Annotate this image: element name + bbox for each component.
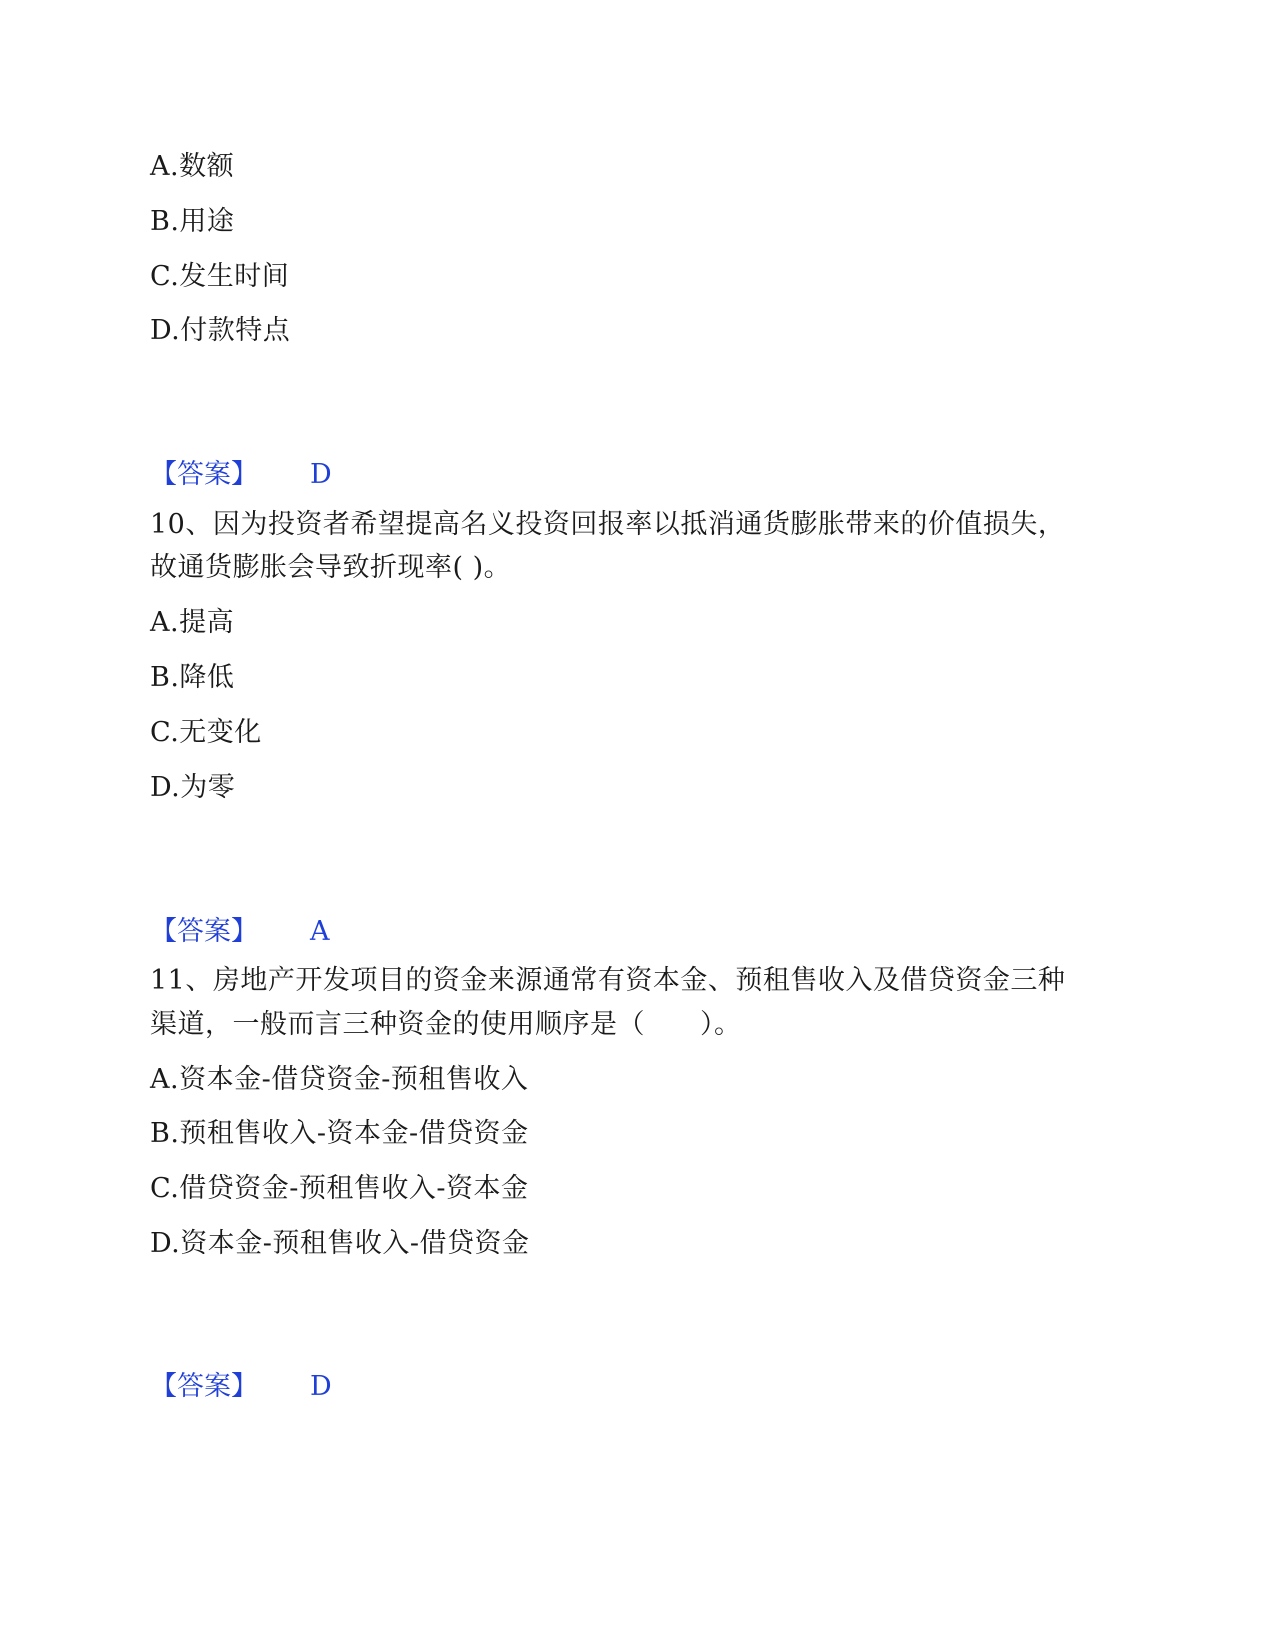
q10-answer-line bbox=[150, 915, 330, 949]
q10-answer-label: 【答案】 bbox=[150, 916, 258, 947]
q11-option-c: C.借贷资金-预租售收入-资本金 bbox=[150, 1173, 529, 1204]
answer-line bbox=[150, 458, 332, 492]
q11-option-a: A.资本金-借贷资金-预租售收入 bbox=[150, 1064, 529, 1095]
option-a: A.数额 bbox=[150, 151, 235, 182]
question-11-stem-line2: 渠道，一般而言三种资金的使用顺序是（ ）。 bbox=[150, 1009, 742, 1040]
q10-option-b: B.降低 bbox=[150, 662, 235, 693]
answer-value: D bbox=[310, 459, 332, 490]
question-10-stem-line2: 故通货膨胀会导致折现率( )。 bbox=[150, 552, 512, 583]
q11-option-b: B.预租售收入-资本金-借贷资金 bbox=[150, 1118, 529, 1149]
option-b: B.用途 bbox=[150, 206, 235, 237]
q11-option-d: D.资本金-预租售收入-借贷资金 bbox=[150, 1228, 530, 1259]
question-11-stem-line1: 11、房地产开发项目的资金来源通常有资本金、预租售收入及借贷资金三种 bbox=[150, 965, 1066, 996]
answer-label: 【答案】 bbox=[150, 459, 258, 490]
q11-answer-value: D bbox=[310, 1371, 332, 1402]
q11-answer-line bbox=[150, 1370, 332, 1404]
option-c: C.发生时间 bbox=[150, 261, 290, 292]
q10-option-c: C.无变化 bbox=[150, 717, 262, 748]
q10-option-d: D.为零 bbox=[150, 772, 236, 803]
option-d: D.付款特点 bbox=[150, 315, 291, 346]
q11-answer-label: 【答案】 bbox=[150, 1371, 258, 1402]
q10-answer-value: A bbox=[310, 916, 330, 947]
q10-option-a: A.提高 bbox=[150, 607, 235, 638]
question-10-stem-line1: 10、因为投资者希望提高名义投资回报率以抵消通货膨胀带来的价值损失， bbox=[150, 509, 1066, 540]
